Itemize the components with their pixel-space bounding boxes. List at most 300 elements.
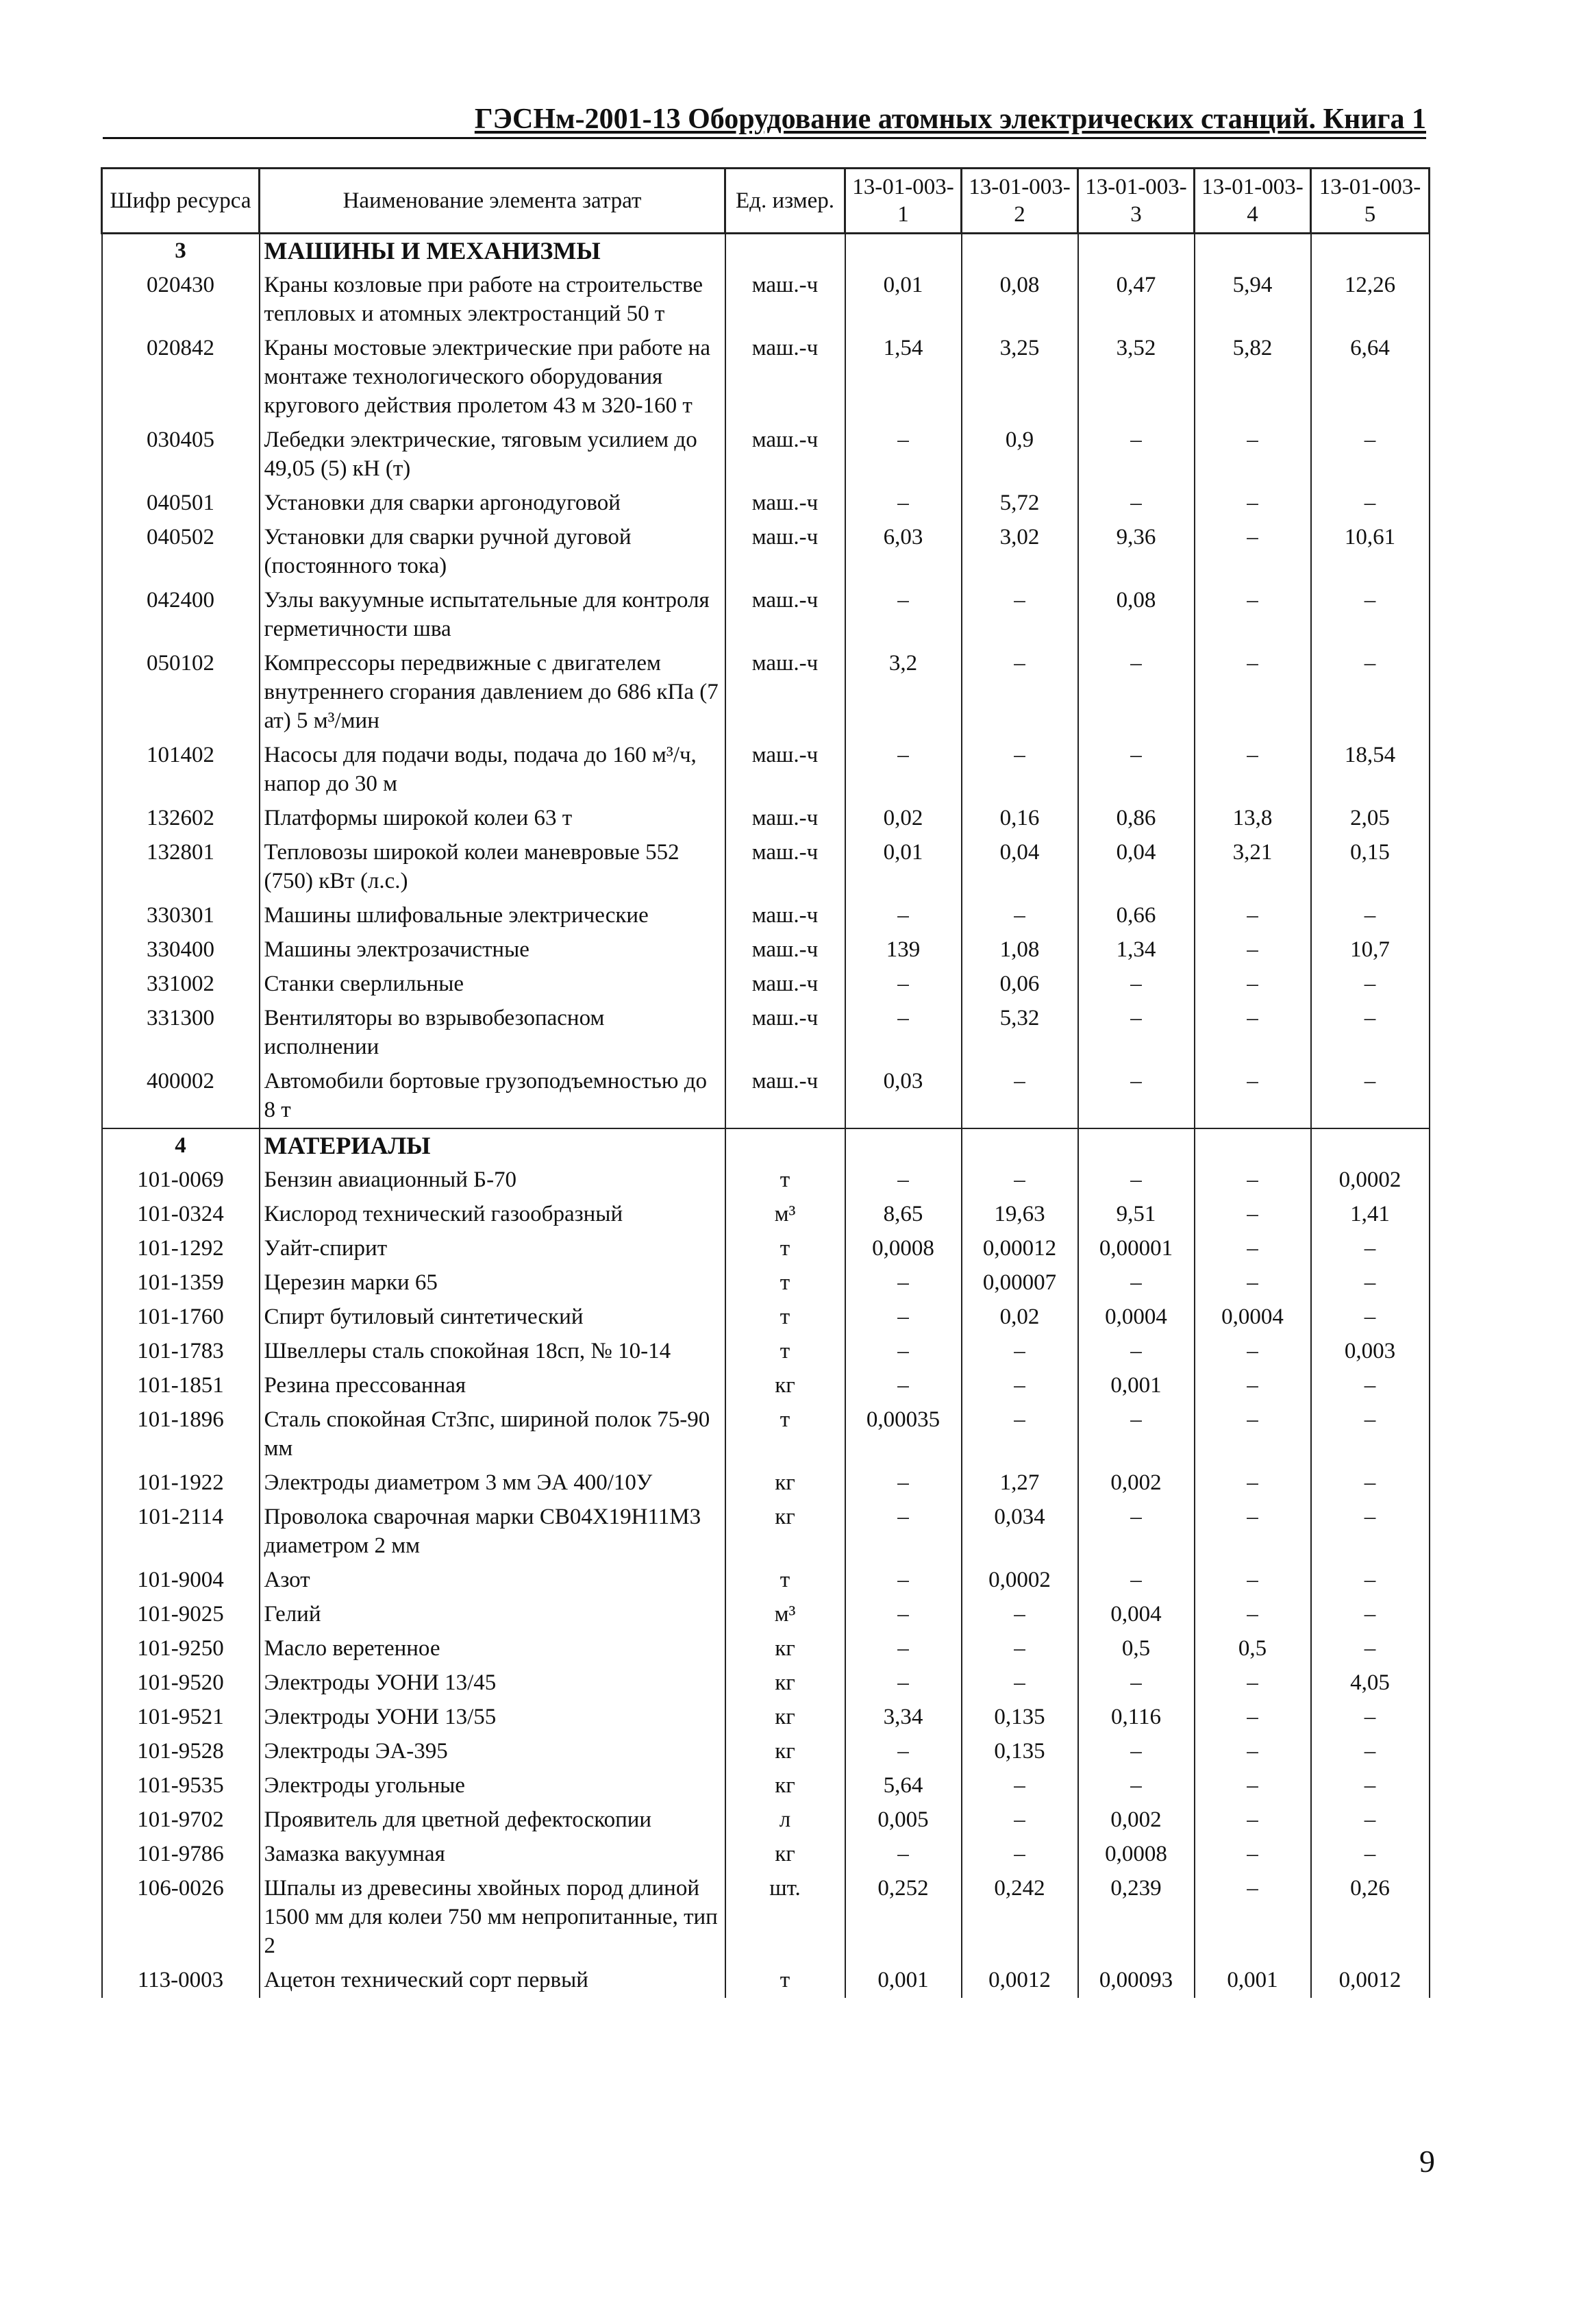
table-row <box>102 1163 1430 1198</box>
section-number: 4 <box>102 1128 260 1163</box>
unit-cell: маш.-ч <box>725 739 845 802</box>
resource-code-cell: 331300 <box>102 1002 260 1065</box>
value-cell-13-01-003-5: – <box>1311 1769 1430 1803</box>
col-header-unit: Ед. измер. <box>725 169 845 234</box>
value-cell-13-01-003-5: 10,61 <box>1311 521 1430 584</box>
resource-name-cell: Замазка вакуумная <box>260 1838 725 1872</box>
value-cell-13-01-003-3: 0,04 <box>1078 836 1195 899</box>
table-row <box>102 423 1430 486</box>
resource-code-cell: 101-1851 <box>102 1369 260 1403</box>
value-cell-13-01-003-3: 0,239 <box>1078 1872 1195 1964</box>
value-cell-13-01-003-3: – <box>1078 1002 1195 1065</box>
table-row <box>102 739 1430 802</box>
value-cell-13-01-003-3: 0,86 <box>1078 802 1195 836</box>
col-header-13-01-003-1: 13-01-003-1 <box>845 169 962 234</box>
resource-name-cell: Краны козловые при работе на строительстве тепловых и атомных электростанций 50 т <box>260 269 725 332</box>
col-header-13-01-003-4: 13-01-003-4 <box>1195 169 1311 234</box>
resource-code-cell: 101-0324 <box>102 1198 260 1232</box>
value-cell-13-01-003-5: – <box>1311 1002 1430 1065</box>
resource-name-cell: Бензин авиационный Б-70 <box>260 1163 725 1198</box>
unit-cell: кг <box>725 1369 845 1403</box>
section-blank-cell <box>962 1128 1078 1163</box>
value-cell-13-01-003-5: – <box>1311 899 1430 933</box>
value-cell-13-01-003-5: 0,0002 <box>1311 1163 1430 1198</box>
resource-code-cell: 040502 <box>102 521 260 584</box>
value-cell-13-01-003-1: – <box>845 1002 962 1065</box>
value-cell-13-01-003-4: – <box>1195 1735 1311 1769</box>
resource-code-cell: 101-1783 <box>102 1335 260 1369</box>
value-cell-13-01-003-2: – <box>962 1769 1078 1803</box>
value-cell-13-01-003-3: 9,51 <box>1078 1198 1195 1232</box>
value-cell-13-01-003-3: – <box>1078 1666 1195 1701</box>
resource-code-cell: 101-9025 <box>102 1598 260 1632</box>
value-cell-13-01-003-4: – <box>1195 1335 1311 1369</box>
value-cell-13-01-003-3: 3,52 <box>1078 332 1195 423</box>
value-cell-13-01-003-3: – <box>1078 739 1195 802</box>
section-blank-cell <box>1078 1128 1195 1163</box>
unit-cell: маш.-ч <box>725 332 845 423</box>
section-number: 3 <box>102 234 260 269</box>
resource-name-cell: Компрессоры передвижные с двигателем внутреннего сгорания давлением до 686 кПа (7 ат) 5 м³/мин <box>260 647 725 739</box>
value-cell-13-01-003-3: – <box>1078 1335 1195 1369</box>
resource-code-cell: 040501 <box>102 486 260 521</box>
value-cell-13-01-003-1: 0,01 <box>845 836 962 899</box>
table-row <box>102 1369 1430 1403</box>
value-cell-13-01-003-4: – <box>1195 1701 1311 1735</box>
value-cell-13-01-003-1: – <box>845 899 962 933</box>
value-cell-13-01-003-3: – <box>1078 1735 1195 1769</box>
value-cell-13-01-003-5: – <box>1311 1500 1430 1563</box>
value-cell-13-01-003-4: – <box>1195 1163 1311 1198</box>
unit-cell: кг <box>725 1632 845 1666</box>
value-cell-13-01-003-3: 0,5 <box>1078 1632 1195 1666</box>
resource-code-cell: 030405 <box>102 423 260 486</box>
resource-code-cell: 101-9004 <box>102 1563 260 1598</box>
value-cell-13-01-003-5: 1,41 <box>1311 1198 1430 1232</box>
resource-name-cell: Масло веретенное <box>260 1632 725 1666</box>
value-cell-13-01-003-5: – <box>1311 1266 1430 1300</box>
value-cell-13-01-003-1: 0,005 <box>845 1803 962 1838</box>
unit-cell: маш.-ч <box>725 967 845 1002</box>
resource-code-cell: 101-9250 <box>102 1632 260 1666</box>
resource-code-cell: 101-1922 <box>102 1466 260 1500</box>
value-cell-13-01-003-5: – <box>1311 486 1430 521</box>
value-cell-13-01-003-1: 139 <box>845 933 962 967</box>
unit-cell: кг <box>725 1735 845 1769</box>
value-cell-13-01-003-5: 6,64 <box>1311 332 1430 423</box>
value-cell-13-01-003-5: – <box>1311 1735 1430 1769</box>
resource-name-cell: Электроды диаметром 3 мм ЭА 400/10У <box>260 1466 725 1500</box>
unit-cell: маш.-ч <box>725 836 845 899</box>
value-cell-13-01-003-4: 0,5 <box>1195 1632 1311 1666</box>
value-cell-13-01-003-5: – <box>1311 1563 1430 1598</box>
unit-cell: т <box>725 1163 845 1198</box>
table-row <box>102 269 1430 332</box>
value-cell-13-01-003-2: 19,63 <box>962 1198 1078 1232</box>
value-cell-13-01-003-2: – <box>962 1803 1078 1838</box>
value-cell-13-01-003-2: 0,0012 <box>962 1964 1078 1998</box>
value-cell-13-01-003-1: – <box>845 1369 962 1403</box>
resource-code-cell: 330301 <box>102 899 260 933</box>
value-cell-13-01-003-1: 5,64 <box>845 1769 962 1803</box>
table-row <box>102 836 1430 899</box>
resource-name-cell: Тепловозы широкой колеи маневровые 552 (750) кВт (л.с.) <box>260 836 725 899</box>
resource-code-cell: 101-0069 <box>102 1163 260 1198</box>
value-cell-13-01-003-2: – <box>962 1838 1078 1872</box>
value-cell-13-01-003-4: – <box>1195 899 1311 933</box>
value-cell-13-01-003-4: – <box>1195 967 1311 1002</box>
value-cell-13-01-003-1: 8,65 <box>845 1198 962 1232</box>
table-row <box>102 486 1430 521</box>
value-cell-13-01-003-5: – <box>1311 967 1430 1002</box>
value-cell-13-01-003-3: – <box>1078 1500 1195 1563</box>
value-cell-13-01-003-2: – <box>962 1632 1078 1666</box>
resource-name-cell: Проволока сварочная марки СВ04Х19Н11М3 диаметром 2 мм <box>260 1500 725 1563</box>
resource-code-cell: 106-0026 <box>102 1872 260 1964</box>
value-cell-13-01-003-2: – <box>962 899 1078 933</box>
col-header-13-01-003-3: 13-01-003-3 <box>1078 169 1195 234</box>
table-row <box>102 1500 1430 1563</box>
value-cell-13-01-003-4: – <box>1195 1803 1311 1838</box>
resource-name-cell: Машины шлифовальные электрические <box>260 899 725 933</box>
value-cell-13-01-003-3: – <box>1078 647 1195 739</box>
value-cell-13-01-003-2: 0,00007 <box>962 1266 1078 1300</box>
value-cell-13-01-003-3: 0,08 <box>1078 584 1195 647</box>
section-blank-cell <box>1311 234 1430 269</box>
unit-cell: маш.-ч <box>725 802 845 836</box>
value-cell-13-01-003-5: 0,0012 <box>1311 1964 1430 1998</box>
table-row <box>102 521 1430 584</box>
value-cell-13-01-003-2: – <box>962 1369 1078 1403</box>
section-blank-cell <box>1078 234 1195 269</box>
resource-code-cell: 101-1760 <box>102 1300 260 1335</box>
value-cell-13-01-003-1: – <box>845 1266 962 1300</box>
value-cell-13-01-003-5: – <box>1311 423 1430 486</box>
resource-name-cell: Краны мостовые электрические при работе на монтаже технологического оборудования кругового действия пролетом 43 м 320-160 т <box>260 332 725 423</box>
section-title: МАШИНЫ И МЕХАНИЗМЫ <box>260 234 725 269</box>
value-cell-13-01-003-3: 1,34 <box>1078 933 1195 967</box>
value-cell-13-01-003-5: 2,05 <box>1311 802 1430 836</box>
table-row <box>102 1403 1430 1466</box>
value-cell-13-01-003-1: – <box>845 1563 962 1598</box>
value-cell-13-01-003-5: – <box>1311 1065 1430 1128</box>
resource-name-cell: Кислород технический газообразный <box>260 1198 725 1232</box>
resource-name-cell: Электроды УОНИ 13/45 <box>260 1666 725 1701</box>
value-cell-13-01-003-2: 5,72 <box>962 486 1078 521</box>
resource-name-cell: Ацетон технический сорт первый <box>260 1964 725 1998</box>
value-cell-13-01-003-2: 0,16 <box>962 802 1078 836</box>
value-cell-13-01-003-1: 3,2 <box>845 647 962 739</box>
value-cell-13-01-003-4: – <box>1195 647 1311 739</box>
value-cell-13-01-003-5: 10,7 <box>1311 933 1430 967</box>
value-cell-13-01-003-2: 1,27 <box>962 1466 1078 1500</box>
resource-code-cell: 101-2114 <box>102 1500 260 1563</box>
resource-name-cell: Электроды ЭА-395 <box>260 1735 725 1769</box>
resource-code-cell: 101-9520 <box>102 1666 260 1701</box>
value-cell-13-01-003-2: – <box>962 739 1078 802</box>
resource-code-cell: 101-9521 <box>102 1701 260 1735</box>
resource-name-cell: Шпалы из древесины хвойных пород длиной 1500 мм для колеи 750 мм непропитанные, тип 2 <box>260 1872 725 1964</box>
value-cell-13-01-003-4: – <box>1195 1500 1311 1563</box>
section-blank-cell <box>845 234 962 269</box>
resource-code-cell: 331002 <box>102 967 260 1002</box>
value-cell-13-01-003-3: – <box>1078 486 1195 521</box>
resource-code-cell: 101-1896 <box>102 1403 260 1466</box>
unit-cell: кг <box>725 1769 845 1803</box>
resource-name-cell: Швеллеры сталь спокойная 18сп, № 10-14 <box>260 1335 725 1369</box>
unit-cell: кг <box>725 1666 845 1701</box>
resource-name-cell: Гелий <box>260 1598 725 1632</box>
value-cell-13-01-003-1: – <box>845 967 962 1002</box>
resource-name-cell: Вентиляторы во взрывобезопасном исполнении <box>260 1002 725 1065</box>
value-cell-13-01-003-1: 0,02 <box>845 802 962 836</box>
value-cell-13-01-003-2: – <box>962 1666 1078 1701</box>
value-cell-13-01-003-2: 3,25 <box>962 332 1078 423</box>
value-cell-13-01-003-1: – <box>845 1666 962 1701</box>
table-row <box>102 1666 1430 1701</box>
table-row <box>102 1198 1430 1232</box>
col-header-13-01-003-2: 13-01-003-2 <box>962 169 1078 234</box>
value-cell-13-01-003-1: 0,01 <box>845 269 962 332</box>
value-cell-13-01-003-3: 0,004 <box>1078 1598 1195 1632</box>
value-cell-13-01-003-2: 0,00012 <box>962 1232 1078 1266</box>
value-cell-13-01-003-1: – <box>845 1466 962 1500</box>
value-cell-13-01-003-5: – <box>1311 1403 1430 1466</box>
col-header-name: Наименование элемента затрат <box>260 169 725 234</box>
resource-code-cell: 132602 <box>102 802 260 836</box>
value-cell-13-01-003-3: – <box>1078 967 1195 1002</box>
value-cell-13-01-003-5: 4,05 <box>1311 1666 1430 1701</box>
section-header-row <box>102 234 1430 269</box>
value-cell-13-01-003-3: – <box>1078 423 1195 486</box>
table-row <box>102 1872 1430 1964</box>
resource-code-cell: 101-1292 <box>102 1232 260 1266</box>
value-cell-13-01-003-2: – <box>962 1598 1078 1632</box>
table-row <box>102 1632 1430 1666</box>
value-cell-13-01-003-2: 5,32 <box>962 1002 1078 1065</box>
value-cell-13-01-003-2: 0,02 <box>962 1300 1078 1335</box>
unit-cell: т <box>725 1300 845 1335</box>
value-cell-13-01-003-3: – <box>1078 1065 1195 1128</box>
resource-code-cell: 050102 <box>102 647 260 739</box>
value-cell-13-01-003-3: 0,001 <box>1078 1369 1195 1403</box>
value-cell-13-01-003-5: – <box>1311 1466 1430 1500</box>
resource-name-cell: Узлы вакуумные испытательные для контроля герметичности шва <box>260 584 725 647</box>
unit-cell: т <box>725 1563 845 1598</box>
value-cell-13-01-003-5: – <box>1311 1300 1430 1335</box>
table-row <box>102 647 1430 739</box>
value-cell-13-01-003-2: 0,08 <box>962 269 1078 332</box>
resource-code-cell: 101-1359 <box>102 1266 260 1300</box>
table-row <box>102 1065 1430 1128</box>
table-row <box>102 899 1430 933</box>
table-row <box>102 1701 1430 1735</box>
value-cell-13-01-003-1: 6,03 <box>845 521 962 584</box>
value-cell-13-01-003-1: – <box>845 1838 962 1872</box>
value-cell-13-01-003-3: 0,66 <box>1078 899 1195 933</box>
resource-name-cell: Автомобили бортовые грузоподъемностью до 8 т <box>260 1065 725 1128</box>
resource-name-cell: Установки для сварки ручной дуговой (постоянного тока) <box>260 521 725 584</box>
value-cell-13-01-003-3: 0,0008 <box>1078 1838 1195 1872</box>
value-cell-13-01-003-2: 0,9 <box>962 423 1078 486</box>
value-cell-13-01-003-5: 12,26 <box>1311 269 1430 332</box>
value-cell-13-01-003-4: – <box>1195 933 1311 967</box>
document-title: ГЭСНм-2001-13 Оборудование атомных электрических станций. Книга 1 <box>474 103 1426 135</box>
value-cell-13-01-003-3: – <box>1078 1163 1195 1198</box>
resource-name-cell: Установки для сварки аргонодуговой <box>260 486 725 521</box>
unit-cell: м³ <box>725 1598 845 1632</box>
value-cell-13-01-003-1: 0,001 <box>845 1964 962 1998</box>
value-cell-13-01-003-4: 5,82 <box>1195 332 1311 423</box>
value-cell-13-01-003-4: – <box>1195 1266 1311 1300</box>
table-row <box>102 584 1430 647</box>
value-cell-13-01-003-5: – <box>1311 1701 1430 1735</box>
value-cell-13-01-003-3: 0,116 <box>1078 1701 1195 1735</box>
value-cell-13-01-003-4: – <box>1195 1598 1311 1632</box>
value-cell-13-01-003-5: 0,003 <box>1311 1335 1430 1369</box>
value-cell-13-01-003-5: 0,26 <box>1311 1872 1430 1964</box>
unit-cell: маш.-ч <box>725 269 845 332</box>
value-cell-13-01-003-5: – <box>1311 1803 1430 1838</box>
resource-name-cell: Электроды УОНИ 13/55 <box>260 1701 725 1735</box>
col-header-13-01-003-5: 13-01-003-5 <box>1311 169 1430 234</box>
table-row <box>102 1266 1430 1300</box>
value-cell-13-01-003-1: 0,03 <box>845 1065 962 1128</box>
table-row <box>102 332 1430 423</box>
unit-cell: маш.-ч <box>725 486 845 521</box>
value-cell-13-01-003-4: 0,001 <box>1195 1964 1311 1998</box>
unit-cell: маш.-ч <box>725 647 845 739</box>
value-cell-13-01-003-2: – <box>962 647 1078 739</box>
value-cell-13-01-003-1: – <box>845 1632 962 1666</box>
resource-name-cell: Уайт-спирит <box>260 1232 725 1266</box>
value-cell-13-01-003-4: – <box>1195 1838 1311 1872</box>
value-cell-13-01-003-4: – <box>1195 486 1311 521</box>
unit-cell: кг <box>725 1466 845 1500</box>
value-cell-13-01-003-5: 0,15 <box>1311 836 1430 899</box>
col-header-code: Шифр ресурса <box>102 169 260 234</box>
value-cell-13-01-003-2: – <box>962 1065 1078 1128</box>
value-cell-13-01-003-4: – <box>1195 1232 1311 1266</box>
section-blank-cell <box>725 234 845 269</box>
resource-name-cell: Электроды угольные <box>260 1769 725 1803</box>
table-row <box>102 1335 1430 1369</box>
value-cell-13-01-003-2: 0,04 <box>962 836 1078 899</box>
resource-code-cell: 101-9786 <box>102 1838 260 1872</box>
table-row <box>102 1466 1430 1500</box>
value-cell-13-01-003-1: 1,54 <box>845 332 962 423</box>
value-cell-13-01-003-2: – <box>962 1335 1078 1369</box>
section-blank-cell <box>1195 234 1311 269</box>
value-cell-13-01-003-1: – <box>845 1500 962 1563</box>
resource-name-cell: Спирт бутиловый синтетический <box>260 1300 725 1335</box>
value-cell-13-01-003-4: – <box>1195 1872 1311 1964</box>
value-cell-13-01-003-1: – <box>845 1335 962 1369</box>
resource-name-cell: Сталь спокойная Ст3пс, шириной полок 75-90 мм <box>260 1403 725 1466</box>
value-cell-13-01-003-5: – <box>1311 1369 1430 1403</box>
table-body <box>102 234 1430 1999</box>
resource-code-cell: 101402 <box>102 739 260 802</box>
value-cell-13-01-003-4: 3,21 <box>1195 836 1311 899</box>
resource-name-cell: Резина прессованная <box>260 1369 725 1403</box>
unit-cell: л <box>725 1803 845 1838</box>
resource-name-cell: Машины электрозачистные <box>260 933 725 967</box>
section-blank-cell <box>1311 1128 1430 1163</box>
unit-cell: маш.-ч <box>725 423 845 486</box>
value-cell-13-01-003-4: – <box>1195 1002 1311 1065</box>
unit-cell: м³ <box>725 1198 845 1232</box>
resource-code-cell: 020842 <box>102 332 260 423</box>
value-cell-13-01-003-5: – <box>1311 1838 1430 1872</box>
resource-code-cell: 101-9702 <box>102 1803 260 1838</box>
table-row <box>102 1838 1430 1872</box>
value-cell-13-01-003-2: 0,135 <box>962 1735 1078 1769</box>
table-row <box>102 1563 1430 1598</box>
resource-code-cell: 101-9535 <box>102 1769 260 1803</box>
unit-cell: маш.-ч <box>725 933 845 967</box>
table-row <box>102 967 1430 1002</box>
value-cell-13-01-003-3: 0,002 <box>1078 1803 1195 1838</box>
section-blank-cell <box>962 234 1078 269</box>
unit-cell: маш.-ч <box>725 1065 845 1128</box>
value-cell-13-01-003-1: 0,00035 <box>845 1403 962 1466</box>
table-header-row <box>102 169 1430 234</box>
unit-cell: кг <box>725 1701 845 1735</box>
value-cell-13-01-003-3: – <box>1078 1563 1195 1598</box>
value-cell-13-01-003-3: – <box>1078 1403 1195 1466</box>
table-row <box>102 1735 1430 1769</box>
value-cell-13-01-003-4: 5,94 <box>1195 269 1311 332</box>
value-cell-13-01-003-2: 0,034 <box>962 1500 1078 1563</box>
value-cell-13-01-003-3: 0,0004 <box>1078 1300 1195 1335</box>
resource-name-cell: Платформы широкой колеи 63 т <box>260 802 725 836</box>
value-cell-13-01-003-1: – <box>845 423 962 486</box>
value-cell-13-01-003-3: – <box>1078 1266 1195 1300</box>
value-cell-13-01-003-1: – <box>845 1300 962 1335</box>
value-cell-13-01-003-1: 3,34 <box>845 1701 962 1735</box>
value-cell-13-01-003-2: 1,08 <box>962 933 1078 967</box>
value-cell-13-01-003-5: – <box>1311 584 1430 647</box>
value-cell-13-01-003-2: 0,0002 <box>962 1563 1078 1598</box>
value-cell-13-01-003-3: 0,47 <box>1078 269 1195 332</box>
resource-code-cell: 101-9528 <box>102 1735 260 1769</box>
value-cell-13-01-003-4: 0,0004 <box>1195 1300 1311 1335</box>
page-header <box>103 103 1426 139</box>
section-blank-cell <box>725 1128 845 1163</box>
value-cell-13-01-003-2: 0,135 <box>962 1701 1078 1735</box>
table-row <box>102 933 1430 967</box>
unit-cell: т <box>725 1266 845 1300</box>
value-cell-13-01-003-1: – <box>845 1598 962 1632</box>
value-cell-13-01-003-3: 0,002 <box>1078 1466 1195 1500</box>
page-number: 9 <box>1419 2144 1435 2179</box>
value-cell-13-01-003-1: – <box>845 486 962 521</box>
value-cell-13-01-003-3: 0,00093 <box>1078 1964 1195 1998</box>
value-cell-13-01-003-4: – <box>1195 1198 1311 1232</box>
value-cell-13-01-003-1: – <box>845 584 962 647</box>
value-cell-13-01-003-3: – <box>1078 1769 1195 1803</box>
resource-name-cell: Насосы для подачи воды, подача до 160 м³/ч, напор до 30 м <box>260 739 725 802</box>
unit-cell: кг <box>725 1838 845 1872</box>
value-cell-13-01-003-5: 18,54 <box>1311 739 1430 802</box>
section-header-row <box>102 1128 1430 1163</box>
value-cell-13-01-003-5: – <box>1311 1598 1430 1632</box>
value-cell-13-01-003-2: 0,06 <box>962 967 1078 1002</box>
value-cell-13-01-003-5: – <box>1311 647 1430 739</box>
unit-cell: кг <box>725 1500 845 1563</box>
resource-name-cell: Церезин марки 65 <box>260 1266 725 1300</box>
resource-code-cell: 400002 <box>102 1065 260 1128</box>
